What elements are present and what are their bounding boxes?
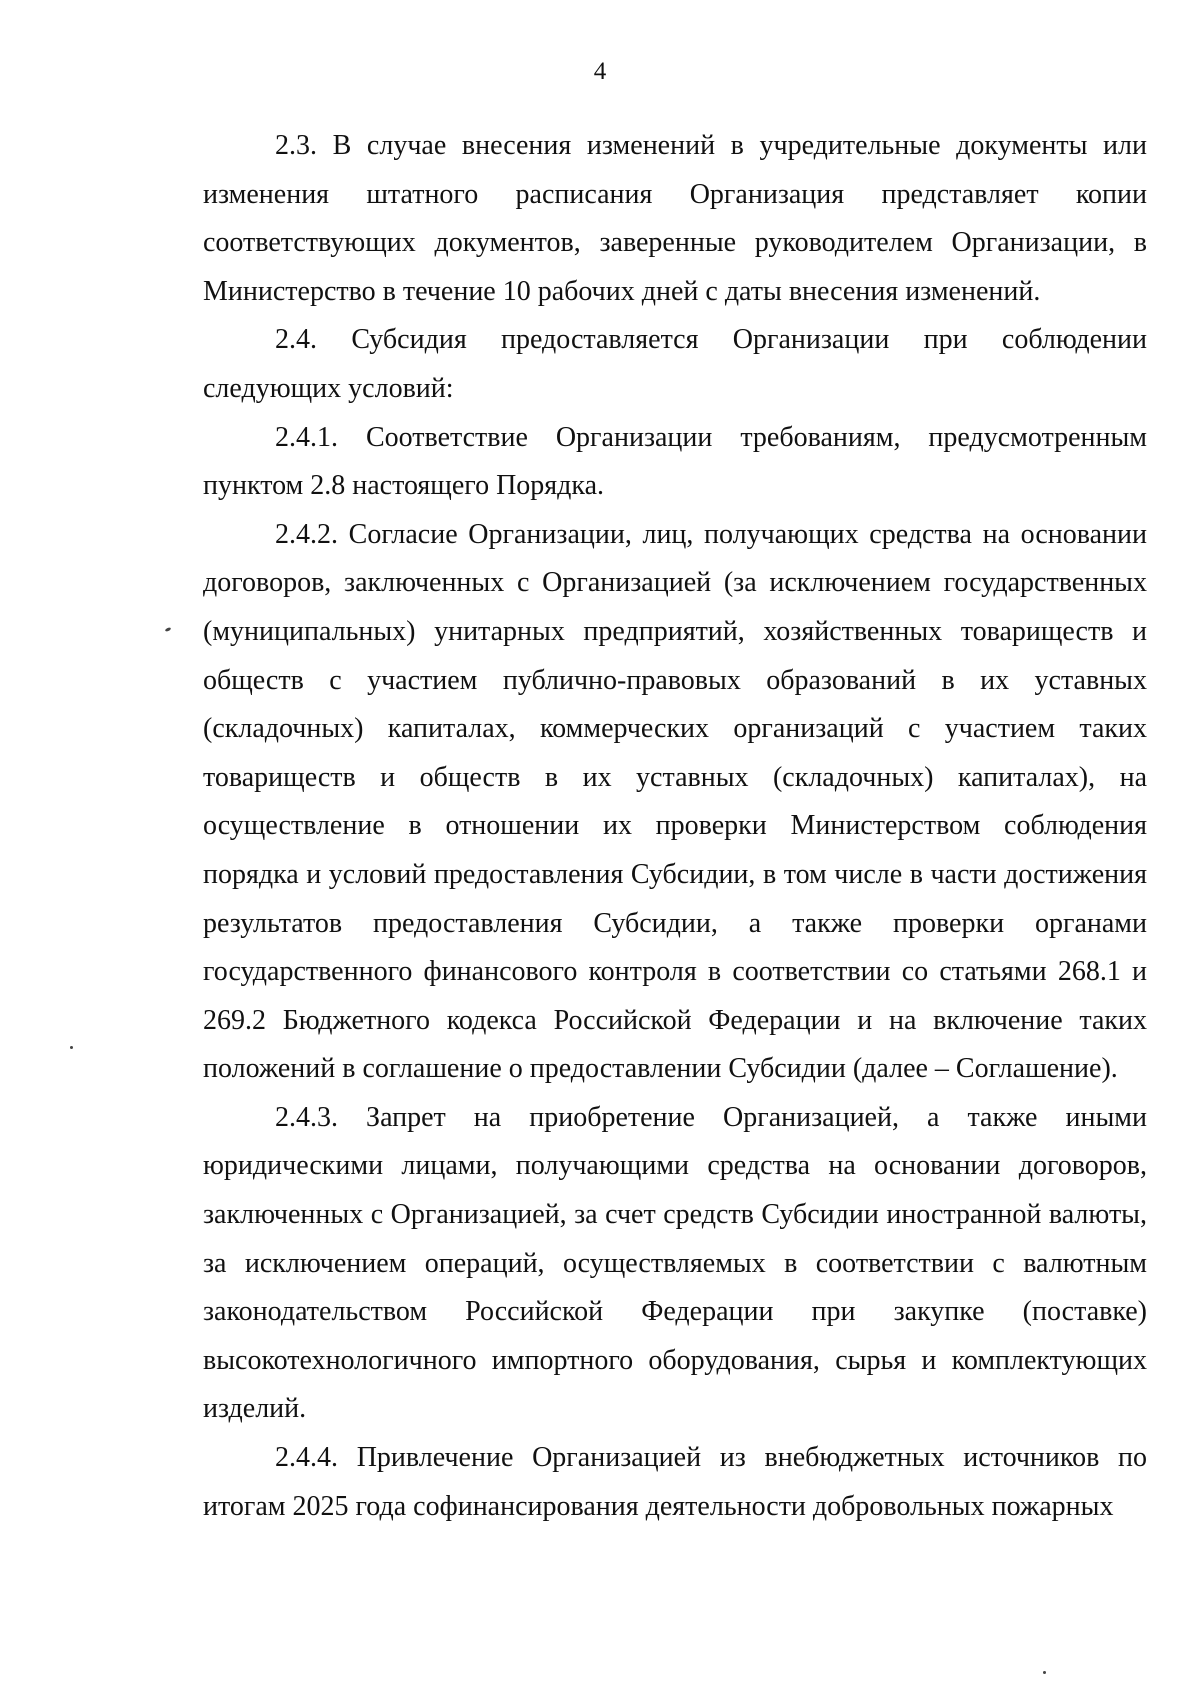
scan-speck [70, 1046, 73, 1049]
paragraph-2-4-1: 2.4.1. Соответствие Организации требованиям, предусмотренным пунктом 2.8 настоящего Порядка. [203, 421, 1147, 502]
paragraph-2-4-3: 2.4.3. Запрет на приобретение Организацией, а также иными юридическими лицами, получающими средства на основании договоров, заключенных с Организацией, за счет средств Субсидии иностранной валюты, за исключением операций, осуществляемых в соответствии с валютным законодательством Российской Федерации при закупке (поставке) высокотехнологичного импортного оборудования, сырья и комплектующих изделий. [203, 1101, 1147, 1425]
document-body [203, 122, 1147, 1531]
paragraph-2-3: 2.3. В случае внесения изменений в учредительные документы или изменения штатного расписания Организация представляет копии соответствующих документов, заверенные руководителем Организации, в Министерство в течение 10 рабочих дней с даты внесения изменений. [203, 130, 1147, 307]
scan-speck [1043, 1671, 1046, 1674]
paragraph-2-4-4: 2.4.4. Привлечение Организацией из внебюджетных источников по итогам 2025 года софинансирования деятельности добровольных пожарных [203, 1442, 1147, 1522]
paragraph-2-4-2: 2.4.2. Согласие Организации, лиц, получающих средства на основании договоров, заключенных с Организацией (за исключением государственных (муниципальных) унитарных предприятий, хозяйственных товариществ и обществ с участием публично-правовых образований в их уставных (складочных) капиталах, коммерческих организаций с участием таких товариществ и обществ в их уставных (складочных) капиталах), на осуществление в отношении их проверки Министерством соблюдения порядка и условий предоставления Субсидии, в том числе в части достижения результатов предоставления Субсидии, а также проверки органами государственного финансового контроля в соответствии со статьями 268.1 и 269.2 Бюджетного кодекса Российской Федерации и на включение таких положений в соглашение о предоставлении Субсидии (далее – Соглашение). [203, 518, 1147, 1085]
scan-speck [165, 627, 172, 632]
paragraph-2-4: 2.4. Субсидия предоставляется Организации при соблюдении следующих условий: [203, 324, 1147, 404]
page-number: 4 [593, 58, 607, 85]
